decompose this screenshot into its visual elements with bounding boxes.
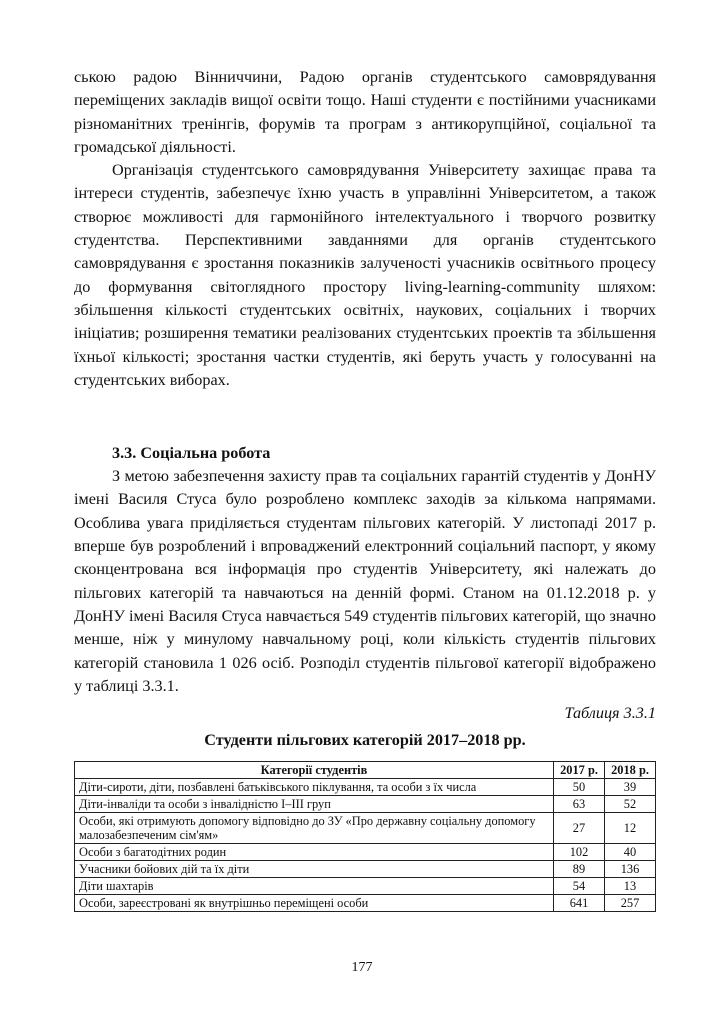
cell-2018: 40 (605, 844, 656, 861)
cell-2018: 136 (605, 861, 656, 878)
cell-category: Особи з багатодітних родин (75, 844, 554, 861)
header-category: Категорії студентів (75, 762, 554, 779)
header-2018: 2018 р. (605, 762, 656, 779)
cell-2018: 257 (605, 895, 656, 912)
header-2017: 2017 р. (554, 762, 605, 779)
paragraph-continuation: ською радою Вінниччини, Радою органів студентського самоврядування переміщених закладів вищої освіти тощо. Наші студенти є постійними учасниками різноманітних тренінгів, форумів та програм з антикорупційної, соціальної та громадської діяльності. (74, 68, 656, 156)
cell-2018: 13 (605, 878, 656, 895)
cell-category: Особи, зареєстровані як внутрішньо переміщені особи (75, 895, 554, 912)
table-title: Студенти пільгових категорій 2017–2018 рр. (204, 731, 526, 750)
cell-category: Діти шахтарів (75, 878, 554, 895)
cell-2017: 54 (554, 878, 605, 895)
table-row (75, 796, 656, 813)
table-header-row (75, 762, 656, 779)
cell-category: Діти-інваліди та особи з інвалідністю I–III груп (75, 796, 554, 813)
cell-2018: 12 (605, 813, 656, 844)
table-row (75, 895, 656, 912)
cell-2018: 52 (605, 796, 656, 813)
section-heading: 3.3. Соціальна робота (112, 444, 271, 463)
cell-2017: 102 (554, 844, 605, 861)
cell-2017: 63 (554, 796, 605, 813)
table-row (75, 813, 656, 844)
cell-2017: 89 (554, 861, 605, 878)
paragraph-student-self-government: Організація студентського самоврядування Університету захищає права та інтереси студентів, забезпечує їхню участь в управлінні Університетом, а також створює можливості для гармонійного інтелектуального і творчого розвитку студентства. Перспективними завданнями для органів студентського самоврядування є зростання показників залученості учасників освітнього процесу до формування світоглядного простору living-learning-community шляхом: збільшення кількості студентських освітніх, наукових, соціальних і творчих ініціатив; розширення тематики реалізованих студентських проектів та збільшення їхньої кількості; зростання частки студентів, які беруть участь у голосуванні на студентських виборах. (74, 161, 656, 389)
table-row (75, 861, 656, 878)
students-categories-table (74, 761, 656, 912)
paragraph-social-work: З метою забезпечення захисту прав та соціальних гарантій студентів у ДонНУ імені Василя Стуса було розроблено комплекс заходів за кількома напрямами. Особлива увага приділяється студентам пільгових категорій. У листопаді 2017 р. вперше був розроблений і впроваджений електронний соціальний паспорт, у якому сконцентрована вся інформація про студентів Університету, які належать до пільгових категорій та навчаються на денній формі. Станом на 01.12.2018 р. у ДонНУ імені Василя Стуса навчається 549 студентів пільгових категорій, що значно менше, ніж у минулому навчальному році, коли кількість студентів пільгових категорій становила 1 026 осіб. Розподіл студентів пільгової категорії відображено у таблиці 3.3.1. (74, 467, 656, 695)
table-label: Таблиця 3.3.1 (564, 704, 656, 723)
table-row (75, 844, 656, 861)
cell-category: Учасники бойових дій та їх діти (75, 861, 554, 878)
cell-category: Діти-сироти, діти, позбавлені батьківського піклування, та особи з їх числа (75, 779, 554, 796)
table-row (75, 779, 656, 796)
page-number: 177 (351, 960, 373, 975)
page-body (74, 66, 656, 912)
cell-2017: 641 (554, 895, 605, 912)
cell-2017: 50 (554, 779, 605, 796)
cell-2017: 27 (554, 813, 605, 844)
table-row (75, 878, 656, 895)
cell-2018: 39 (605, 779, 656, 796)
cell-category: Особи, які отримують допомогу відповідно до ЗУ «Про державну соціальну допомогу малозабезпеченим сім'ям» (75, 813, 554, 844)
